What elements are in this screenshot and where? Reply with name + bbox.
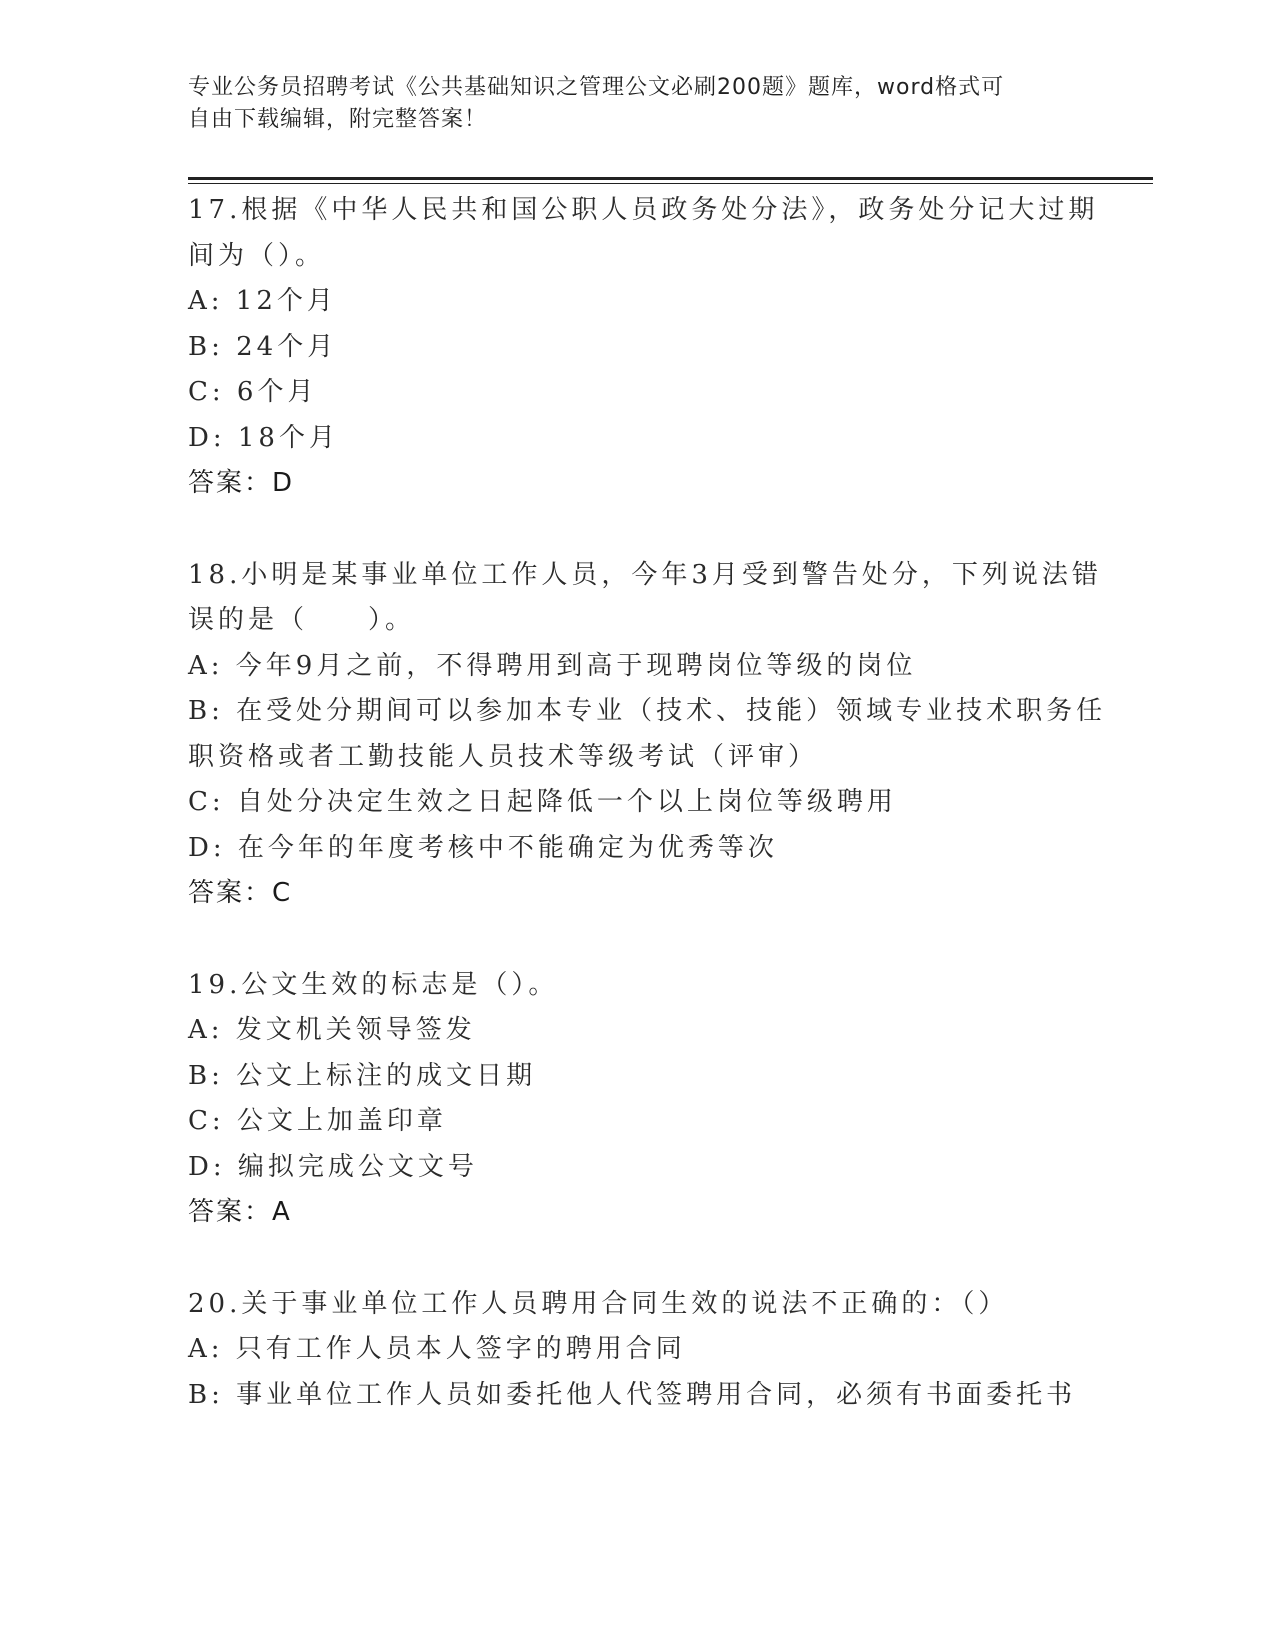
question-option: A: 12个月 [188,286,337,316]
question-option: C: 6个月 [188,377,318,407]
question-answer: 答案：D [188,468,295,498]
question-option: D: 编拟完成公文文号 [188,1151,478,1182]
question-block [188,188,1099,507]
question-option: A: 今年9月之前，不得聘用到高于现聘岗位等级的岗位 [188,650,917,681]
question-stem: 19.公文生效的标志是（）。 [188,969,559,1000]
question-option: B: 在受处分期间可以参加本专业（技术、技能）领域专业技术职务任 [188,696,1107,726]
question-option: B: 公文上标注的成文日期 [188,1060,537,1091]
header-line: 自由下载编辑，附完整答案！ [188,107,488,132]
question-option: 职资格或者工勤技能人员技术等级考试（评审） [188,741,819,772]
question-stem: 间为（）。 [188,240,326,271]
question-stem: 18.小明是某事业单位工作人员，今年3月受到警告处分，下列说法错 [188,559,1102,590]
question-answer: 答案：A [188,1197,292,1227]
question-list [188,188,1107,1464]
question-stem: 误的是（ ）。 [188,605,416,635]
question-answer: 答案：C [188,878,293,908]
question-option: B: 事业单位工作人员如委托他人代签聘用合同，必须有书面委托书 [188,1379,1077,1410]
header-line: 专业公务员招聘考试《公共基础知识之管理公文必刷200题》题库，word格式可 [188,75,1005,100]
header-divider [188,177,1153,180]
question-option: C: 自处分决定生效之日起降低一个以上岗位等级聘用 [188,787,897,817]
document-header [188,72,1068,136]
question-stem: 20.关于事业单位工作人员聘用合同生效的说法不正确的：（） [188,1288,1009,1319]
question-block [188,1282,1088,1419]
question-option: D: 在今年的年度考核中不能确定为优秀等次 [188,832,778,863]
question-block [188,553,1107,917]
question-option: A: 发文机关领导签发 [188,1015,476,1045]
header-divider-thin [188,183,1153,184]
question-option: A: 只有工作人员本人签字的聘用合同 [188,1334,686,1364]
question-stem: 17.根据《中华人民共和国公职人员政务处分法》，政务处分记大过期 [188,195,1099,225]
question-option: C: 公文上加盖印章 [188,1106,447,1136]
question-block [188,963,1088,1236]
question-option: B: 24个月 [188,331,338,362]
question-option: D: 18个月 [188,422,339,453]
